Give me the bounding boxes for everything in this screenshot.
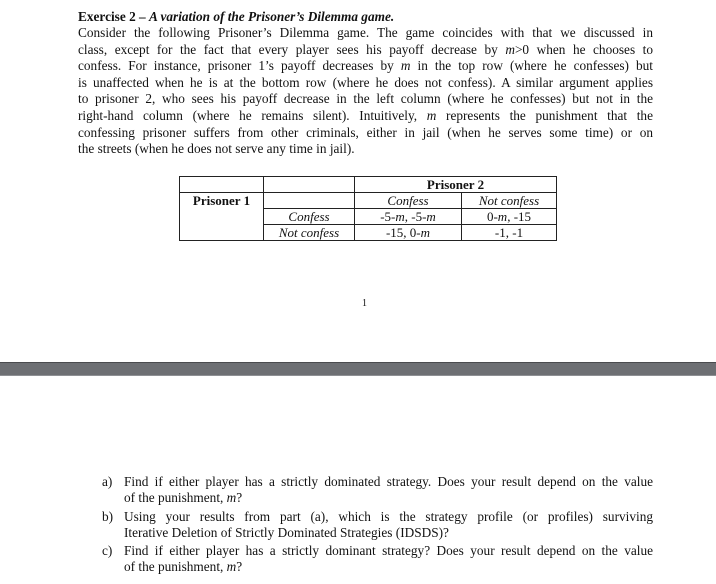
paragraph-line: confess. For instance, prisoner 1’s payoff decreases by m in the top row (where he confesses) but bbox=[78, 58, 653, 74]
question-marker: b) bbox=[102, 509, 114, 524]
question-line: Using your results from part (a), which is the strategy profile (or profiles) surviving bbox=[124, 509, 653, 524]
paragraph-line: to prisoner 2, who sees his payoff decrease in the left column (where he confesses) but not in the bbox=[78, 91, 653, 107]
payoff-cell-confess-confess: -5-m, -5-m bbox=[355, 209, 462, 225]
empty-cell bbox=[264, 193, 355, 209]
paragraph-line: the streets (when he does not serve any time in jail). bbox=[78, 141, 355, 157]
exercise-title: A variation of the Prisoner’s Dilemma game. bbox=[149, 9, 395, 24]
payoff-cell-not-confess-not-confess: -1, -1 bbox=[462, 225, 557, 241]
payoff-cell-confess-not-confess: 0-m, -15 bbox=[462, 209, 557, 225]
empty-cell bbox=[180, 177, 264, 193]
question-line: Find if either player has a strictly dominated strategy. Does your result depend on the value bbox=[124, 474, 653, 489]
exercise-label: Exercise 2 – bbox=[78, 9, 150, 24]
paragraph-line: is unaffected when he is at the bottom row (where he does not confess). A similar argument applies bbox=[78, 74, 653, 90]
question-line: Find if either player has a strictly dominant strategy? Does your result depend on the value bbox=[124, 543, 653, 558]
question-line: of the punishment, m? bbox=[124, 490, 243, 505]
column-header-not-confess: Not confess bbox=[462, 193, 557, 209]
paragraph-line: class, except for the fact that every player sees his payoff decrease by m>0 when he chooses to bbox=[78, 41, 653, 57]
payoff-cell-not-confess-confess: -15, 0-m bbox=[355, 225, 462, 241]
row-header-not-confess: Not confess bbox=[264, 225, 355, 241]
exercise-paragraph bbox=[78, 25, 653, 158]
paragraph-line: right-hand column (where he remains silent). Intuitively, m represents the punishment that the bbox=[78, 107, 653, 123]
prisoner-2-label: Prisoner 2 bbox=[355, 177, 557, 193]
paragraph-line: Consider the following Prisoner’s Dilemma game. The game coincides with that we discussed in bbox=[78, 25, 653, 40]
empty-cell bbox=[264, 177, 355, 193]
exercise-heading bbox=[78, 9, 394, 25]
document-page-2 bbox=[0, 376, 716, 584]
payoff-matrix bbox=[179, 176, 557, 241]
question-line: of the punishment, m? bbox=[124, 559, 243, 574]
paragraph-line: confessing prisoner suffers from other criminals, either in jail (when he serves some time) or on bbox=[78, 124, 653, 140]
prisoner-1-label: Prisoner 1 bbox=[180, 193, 264, 241]
question-marker: a) bbox=[102, 474, 113, 489]
question-marker: c) bbox=[102, 543, 113, 558]
column-header-confess: Confess bbox=[355, 193, 462, 209]
row-header-confess: Confess bbox=[264, 209, 355, 225]
question-line: Iterative Deletion of Strictly Dominated Strategies (IDSDS)? bbox=[124, 525, 449, 540]
page-number: 1 bbox=[362, 298, 367, 309]
page-divider bbox=[0, 362, 716, 376]
